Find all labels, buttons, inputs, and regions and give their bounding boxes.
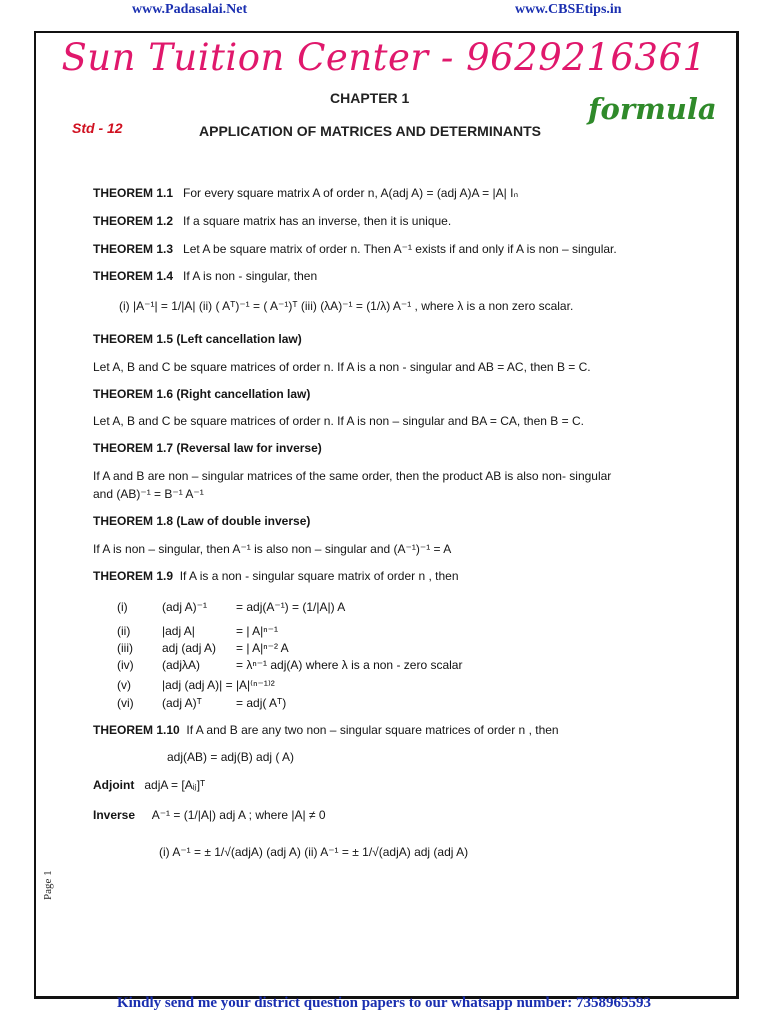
theorem-1-6-text: Let A, B and C be square matrices of order n. If A is non – singular and BA = CA, then B = C. — [93, 414, 584, 428]
footer-message: Kindly send me your district question papers to our whatsapp number: 7358965593 — [116, 995, 652, 1011]
item-number: (iv) — [117, 658, 134, 672]
item-rhs: = adj( Aᵀ) — [236, 696, 287, 710]
inverse-definition — [93, 808, 326, 822]
theorem-1-5-text: Let A, B and C be square matrices of order n. If A is a non - singular and AB = AC, then B = C. — [93, 360, 591, 374]
adjoint-text: adjA = [Aᵢⱼ]ᵀ — [144, 778, 206, 792]
theorem-1-2 — [93, 214, 451, 228]
theorem-label: THEOREM 1.10 — [93, 723, 180, 737]
formula-tag: formula — [588, 92, 717, 126]
theorem-text: If A is non - singular, then — [183, 269, 318, 283]
theorem-label: THEOREM 1.1 — [93, 186, 174, 200]
theorem-text: Let A be square matrix of order n. Then A⁻¹ exists if and only if A is non – singular. — [183, 242, 617, 256]
theorem-1-7-text: If A and B are non – singular matrices of the same order, then the product AB is also non- singular — [93, 469, 612, 483]
item-number: (ii) — [117, 624, 131, 638]
theorem-1-10-result: adj(AB) = adj(B) adj ( A) — [167, 750, 295, 764]
item-lhs: adj (adj A) — [162, 641, 217, 655]
item-rhs: = | A|ⁿ⁻¹ — [236, 624, 278, 638]
theorem-label: THEOREM 1.2 — [93, 214, 174, 228]
page-number: Page 1 — [42, 870, 54, 900]
item-lhs: (adjλA) — [162, 658, 201, 672]
inverse-alternate-formulas: (i) A⁻¹ = ± 1/√(adjA) (adj A) (ii) A⁻¹ = ± 1/√(adjA) adj (adj A) — [159, 845, 469, 859]
page-title: APPLICATION OF MATRICES AND DETERMINANTS — [199, 123, 541, 139]
theorem-text: If A and B are any two non – singular square matrices of order n , then — [186, 723, 559, 737]
adjoint-definition — [93, 778, 205, 792]
theorem-label: THEOREM 1.3 — [93, 242, 174, 256]
inverse-text: A⁻¹ = (1/|A|) adj A ; where |A| ≠ 0 — [151, 808, 326, 822]
item-lhs: (adj A)ᵀ — [162, 696, 202, 710]
item-number: (vi) — [117, 696, 134, 710]
item-lhs: |adj (adj A)| = |A|⁽ⁿ⁻¹⁾² — [162, 678, 275, 692]
item-lhs: |adj A| — [162, 624, 195, 638]
item-lhs: (adj A)⁻¹ — [162, 600, 208, 614]
site-link-padasalai[interactable]: www.Padasalai.Net — [132, 2, 248, 17]
theorem-1-8-text: If A is non – singular, then A⁻¹ is also non – singular and (A⁻¹)⁻¹ = A — [93, 542, 452, 556]
theorem-1-7-text-cont: and (AB)⁻¹ = B⁻¹ A⁻¹ — [93, 487, 204, 501]
item-number: (i) — [117, 600, 128, 614]
adjoint-label: Adjoint — [93, 778, 135, 792]
site-link-cbsetips[interactable]: www.CBSEtips.in — [515, 2, 622, 17]
theorem-1-6: THEOREM 1.6 (Right cancellation law) — [93, 387, 311, 401]
inverse-label: Inverse — [93, 808, 136, 822]
banner-title: Sun Tuition Center - 9629216361 — [61, 36, 707, 79]
std-label: Std - 12 — [72, 120, 123, 136]
theorem-1-4-parts: (i) |A⁻¹| = 1/|A| (ii) ( Aᵀ)⁻¹ = ( A⁻¹)ᵀ (iii) (λA)⁻¹ = (1/λ) A⁻¹ , where λ is a non zero scalar. — [119, 299, 574, 313]
theorem-text: If A is a non - singular square matrix of order n , then — [179, 569, 459, 583]
chapter-heading: CHAPTER 1 — [330, 90, 410, 106]
theorem-text: For every square matrix A of order n, A(adj A) = (adj A)A = |A| Iₙ — [183, 186, 519, 200]
item-rhs: = adj(A⁻¹) = (1/|A|) A — [236, 600, 346, 614]
theorem-1-9 — [93, 569, 459, 583]
theorem-1-8: THEOREM 1.8 (Law of double inverse) — [93, 514, 311, 528]
theorem-1-1 — [93, 186, 518, 200]
theorem-1-10 — [93, 723, 559, 737]
theorem-1-4 — [93, 269, 317, 283]
theorem-text: If a square matrix has an inverse, then it is unique. — [183, 214, 452, 228]
theorem-1-3 — [93, 242, 617, 256]
theorem-1-5: THEOREM 1.5 (Left cancellation law) — [93, 332, 302, 346]
item-number: (v) — [117, 678, 131, 692]
item-number: (iii) — [117, 641, 133, 655]
theorem-label: THEOREM 1.4 — [93, 269, 174, 283]
item-rhs: = | A|ⁿ⁻² A — [236, 641, 289, 655]
theorem-label: THEOREM 1.9 — [93, 569, 174, 583]
item-rhs: = λⁿ⁻¹ adj(A) where λ is a non - zero scalar — [236, 658, 463, 672]
theorem-1-7: THEOREM 1.7 (Reversal law for inverse) — [93, 441, 322, 455]
